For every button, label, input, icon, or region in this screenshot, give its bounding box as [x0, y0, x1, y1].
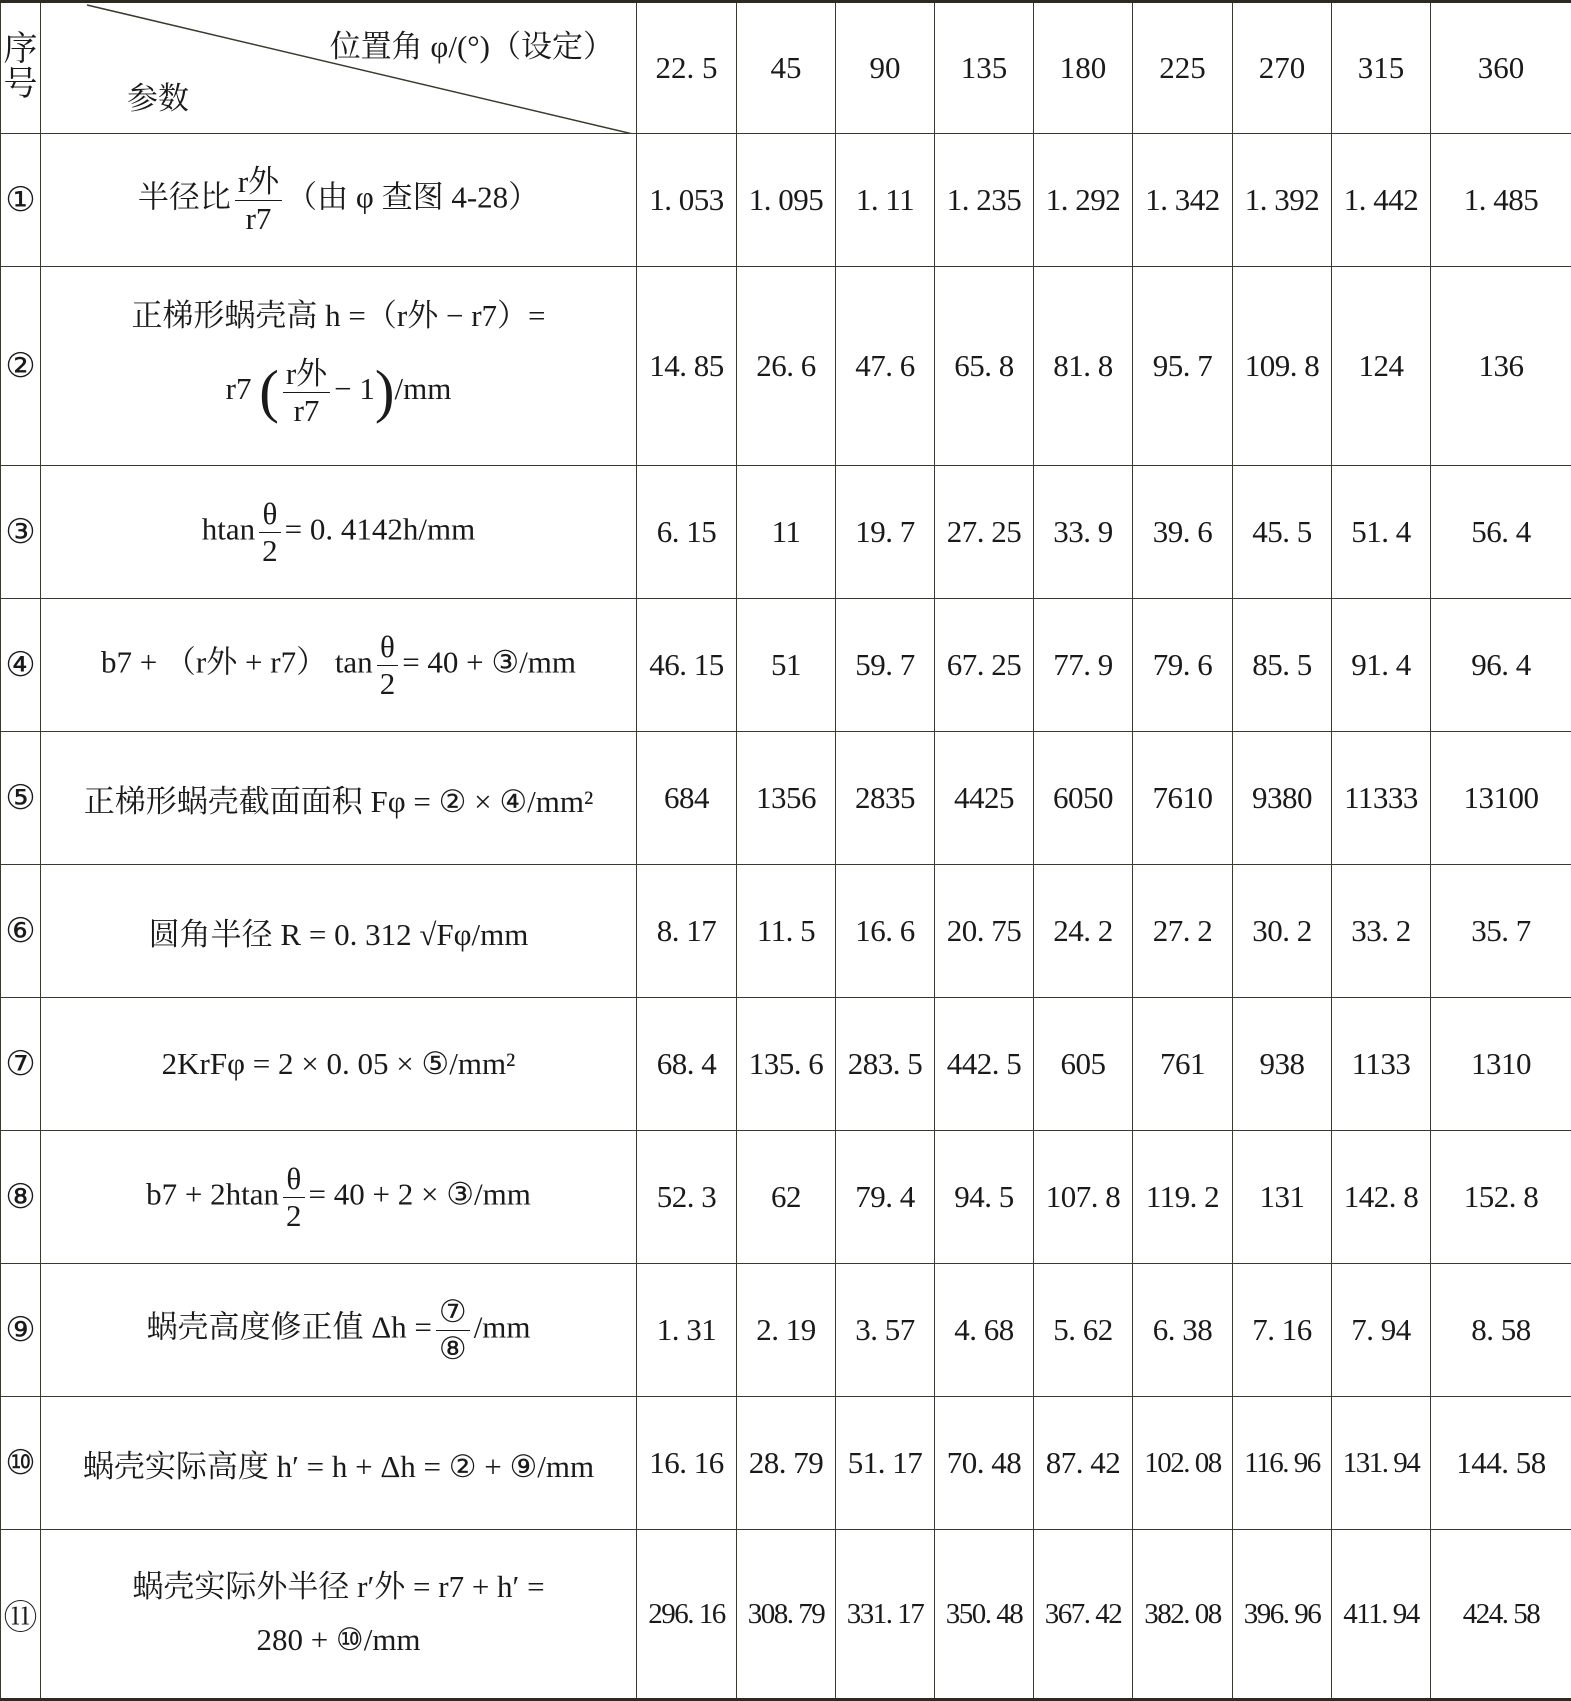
angle-col-9: 360: [1431, 2, 1571, 134]
value-cell: 1. 31: [637, 1264, 737, 1397]
value-cell: 4. 68: [935, 1264, 1034, 1397]
value-cell: 136: [1431, 267, 1571, 466]
value-cell: 68. 4: [637, 998, 737, 1131]
param-text: 蜗壳高度修正值 Δh =: [146, 1309, 431, 1344]
value-cell: 605: [1034, 998, 1133, 1131]
row-index: ⑨: [1, 1264, 41, 1397]
value-cell: 11333: [1332, 732, 1431, 865]
value-cell: 6050: [1034, 732, 1133, 865]
value-cell: 382. 08: [1133, 1530, 1233, 1700]
value-cell: 144. 58: [1431, 1397, 1571, 1530]
value-cell: 56. 4: [1431, 466, 1571, 599]
param-fraction: [283, 356, 330, 428]
value-cell: 46. 15: [637, 599, 737, 732]
angle-col-3: 90: [836, 2, 935, 134]
value-cell: 27. 2: [1133, 865, 1233, 998]
value-cell: 6. 38: [1133, 1264, 1233, 1397]
angle-col-2: 45: [737, 2, 836, 134]
fraction-numerator: ⑦: [436, 1294, 470, 1331]
param-b7-2htan: [41, 1131, 637, 1264]
param-text: − 1: [334, 371, 375, 406]
row-index: ④: [1, 599, 41, 732]
value-cell: 51: [737, 599, 836, 732]
value-cell: 684: [637, 732, 737, 865]
value-cell: 59. 7: [836, 599, 935, 732]
value-cell: 102. 08: [1133, 1397, 1233, 1530]
value-cell: 28. 79: [737, 1397, 836, 1530]
value-cell: 19. 7: [836, 466, 935, 599]
table-row-3: [1, 466, 1571, 599]
value-cell: 8. 58: [1431, 1264, 1571, 1397]
table-row-8: [1, 1131, 1571, 1264]
value-cell: 96. 4: [1431, 599, 1571, 732]
value-cell: 938: [1233, 998, 1332, 1131]
table-row-10: [1, 1397, 1571, 1530]
value-cell: 1. 053: [637, 134, 737, 267]
fraction-denominator: 2: [283, 1198, 305, 1234]
param-text-suffix: = 40 + 2 × ③/mm: [309, 1176, 531, 1211]
value-cell: 79. 6: [1133, 599, 1233, 732]
value-cell: 107. 8: [1034, 1131, 1133, 1264]
value-cell: 1. 392: [1233, 134, 1332, 267]
value-cell: 442. 5: [935, 998, 1034, 1131]
value-cell: 85. 5: [1233, 599, 1332, 732]
param-text: r7: [226, 371, 252, 406]
angle-col-1: 22. 5: [637, 2, 737, 134]
value-cell: 33. 9: [1034, 466, 1133, 599]
param-actual-height: 蜗壳实际高度 h′ = h + Δh = ② + ⑨/mm: [41, 1397, 637, 1530]
value-cell: 6. 15: [637, 466, 737, 599]
value-cell: 11: [737, 466, 836, 599]
value-cell: 27. 25: [935, 466, 1034, 599]
value-cell: 11. 5: [737, 865, 836, 998]
value-cell: 7. 16: [1233, 1264, 1332, 1397]
table-row-1: [1, 134, 1571, 267]
value-cell: 20. 75: [935, 865, 1034, 998]
value-cell: 1. 485: [1431, 134, 1571, 267]
value-cell: 94. 5: [935, 1131, 1034, 1264]
fraction-denominator: 2: [377, 666, 399, 702]
param-text: b7 + （r外 + r7） tan: [101, 644, 373, 679]
fraction-numerator: θ: [377, 629, 399, 666]
param-fraction: [377, 629, 399, 701]
fraction-numerator: θ: [283, 1161, 305, 1198]
param-text-suffix: = 40 + ③/mm: [402, 644, 576, 679]
index-header: [1, 2, 41, 134]
table-row-2: [1, 267, 1571, 466]
param-htan: [41, 466, 637, 599]
row-index: ①: [1, 134, 41, 267]
param-fraction: [235, 164, 282, 236]
value-cell: 9380: [1233, 732, 1332, 865]
value-cell: 116. 96: [1233, 1397, 1332, 1530]
row-index: ⑥: [1, 865, 41, 998]
value-cell: 1. 442: [1332, 134, 1431, 267]
value-cell: 51. 17: [836, 1397, 935, 1530]
value-cell: 1133: [1332, 998, 1431, 1131]
param-line-1: 正梯形蜗壳高 h =（r外 − r7）=: [41, 290, 636, 343]
right-paren: ): [375, 359, 395, 424]
value-cell: 77. 9: [1034, 599, 1133, 732]
value-cell: 7610: [1133, 732, 1233, 865]
value-cell: 33. 2: [1332, 865, 1431, 998]
value-cell: 24. 2: [1034, 865, 1133, 998]
param-header-label: 参数: [127, 73, 189, 118]
param-unit: /mm: [395, 371, 452, 406]
value-cell: 4425: [935, 732, 1034, 865]
param-trapezoid-height: [41, 267, 637, 466]
left-paren: (: [259, 359, 279, 424]
value-cell: 26. 6: [737, 267, 836, 466]
angle-col-7: 270: [1233, 2, 1332, 134]
value-cell: 1310: [1431, 998, 1571, 1131]
value-cell: 87. 42: [1034, 1397, 1133, 1530]
value-cell: 109. 8: [1233, 267, 1332, 466]
angle-col-8: 315: [1332, 2, 1431, 134]
value-cell: 95. 7: [1133, 267, 1233, 466]
value-cell: 47. 6: [836, 267, 935, 466]
param-line-2: [41, 342, 636, 442]
value-cell: 3. 57: [836, 1264, 935, 1397]
fraction-numerator: r外: [283, 356, 330, 393]
angle-header-label: 位置角 φ/(°)（设定）: [330, 21, 614, 66]
value-cell: 79. 4: [836, 1131, 935, 1264]
table-row-7: [1, 998, 1571, 1131]
value-cell: 65. 8: [935, 267, 1034, 466]
value-cell: 1. 11: [836, 134, 935, 267]
value-cell: 13100: [1431, 732, 1571, 865]
param-b7-tan: [41, 599, 637, 732]
value-cell: 16. 6: [836, 865, 935, 998]
value-cell: 308. 79: [737, 1530, 836, 1700]
value-cell: 142. 8: [1332, 1131, 1431, 1264]
value-cell: 62: [737, 1131, 836, 1264]
value-cell: 91. 4: [1332, 599, 1431, 732]
param-fillet-radius: 圆角半径 R = 0. 312 √Fφ/mm: [41, 865, 637, 998]
value-cell: 350. 48: [935, 1530, 1034, 1700]
value-cell: 8. 17: [637, 865, 737, 998]
value-cell: 7. 94: [1332, 1264, 1431, 1397]
value-cell: 411. 94: [1332, 1530, 1431, 1700]
param-fraction: [259, 496, 281, 568]
param-text-suffix: /mm: [474, 1309, 531, 1344]
value-cell: 51. 4: [1332, 466, 1431, 599]
value-cell: 2. 19: [737, 1264, 836, 1397]
value-cell: 67. 25: [935, 599, 1034, 732]
row-index: ⑪: [1, 1530, 41, 1700]
param-text: b7 + 2htan: [146, 1176, 279, 1211]
value-cell: 296. 16: [637, 1530, 737, 1700]
table-row-5: [1, 732, 1571, 865]
value-cell: 14. 85: [637, 267, 737, 466]
angle-col-4: 135: [935, 2, 1034, 134]
param-line-2: 280 + ⑩/mm: [41, 1614, 636, 1667]
value-cell: 367. 42: [1034, 1530, 1133, 1700]
value-cell: 5. 62: [1034, 1264, 1133, 1397]
row-index: ③: [1, 466, 41, 599]
diagonal-header-cell: [41, 2, 637, 134]
param-text-suffix: （由 φ 查图 4-28）: [286, 179, 539, 214]
fraction-denominator: r7: [235, 201, 282, 237]
value-cell: 1. 292: [1034, 134, 1133, 267]
value-cell: 761: [1133, 998, 1233, 1131]
param-height-correction: [41, 1264, 637, 1397]
value-cell: 1. 235: [935, 134, 1034, 267]
value-cell: 70. 48: [935, 1397, 1034, 1530]
param-section-area: 正梯形蜗壳截面面积 Fφ = ② × ④/mm²: [41, 732, 637, 865]
value-cell: 131. 94: [1332, 1397, 1431, 1530]
value-cell: 424. 58: [1431, 1530, 1571, 1700]
fraction-denominator: ⑧: [436, 1331, 470, 1367]
param-text-suffix: = 0. 4142h/mm: [285, 511, 476, 546]
angle-col-5: 180: [1034, 2, 1133, 134]
value-cell: 16. 16: [637, 1397, 737, 1530]
table-row-4: [1, 599, 1571, 732]
value-cell: 1. 342: [1133, 134, 1233, 267]
value-cell: 396. 96: [1233, 1530, 1332, 1700]
header-row: [1, 2, 1571, 134]
value-cell: 124: [1332, 267, 1431, 466]
value-cell: 81. 8: [1034, 267, 1133, 466]
value-cell: 52. 3: [637, 1131, 737, 1264]
fraction-denominator: r7: [283, 393, 330, 429]
param-radius-ratio: [41, 134, 637, 267]
index-header-char-2: 号: [4, 67, 38, 103]
value-cell: 1356: [737, 732, 836, 865]
value-cell: 35. 7: [1431, 865, 1571, 998]
row-index: ⑦: [1, 998, 41, 1131]
value-cell: 331. 17: [836, 1530, 935, 1700]
param-text: htan: [202, 511, 255, 546]
value-cell: 45. 5: [1233, 466, 1332, 599]
value-cell: 119. 2: [1133, 1131, 1233, 1264]
fraction-numerator: r外: [235, 164, 282, 201]
param-line-1: 蜗壳实际外半径 r′外 = r7 + h′ =: [41, 1561, 636, 1614]
value-cell: 135. 6: [737, 998, 836, 1131]
value-cell: 30. 2: [1233, 865, 1332, 998]
table-row-9: [1, 1264, 1571, 1397]
value-cell: 39. 6: [1133, 466, 1233, 599]
param-fraction: [283, 1161, 305, 1233]
row-index: ⑧: [1, 1131, 41, 1264]
fraction-denominator: 2: [259, 533, 281, 569]
fraction-numerator: θ: [259, 496, 281, 533]
value-cell: 152. 8: [1431, 1131, 1571, 1264]
row-index: ⑤: [1, 732, 41, 865]
param-actual-outer-radius: [41, 1530, 637, 1700]
value-cell: 131: [1233, 1131, 1332, 1264]
table-row-11: [1, 1530, 1571, 1700]
value-cell: 2835: [836, 732, 935, 865]
param-fraction: [436, 1294, 470, 1366]
angle-col-6: 225: [1133, 2, 1233, 134]
table-row-6: [1, 865, 1571, 998]
param-2krf: 2KrFφ = 2 × 0. 05 × ⑤/mm²: [41, 998, 637, 1131]
row-index: ⑩: [1, 1397, 41, 1530]
row-index: ②: [1, 267, 41, 466]
index-header-char-1: 序: [4, 32, 38, 68]
param-text: 半径比: [138, 179, 231, 214]
value-cell: 283. 5: [836, 998, 935, 1131]
value-cell: 1. 095: [737, 134, 836, 267]
